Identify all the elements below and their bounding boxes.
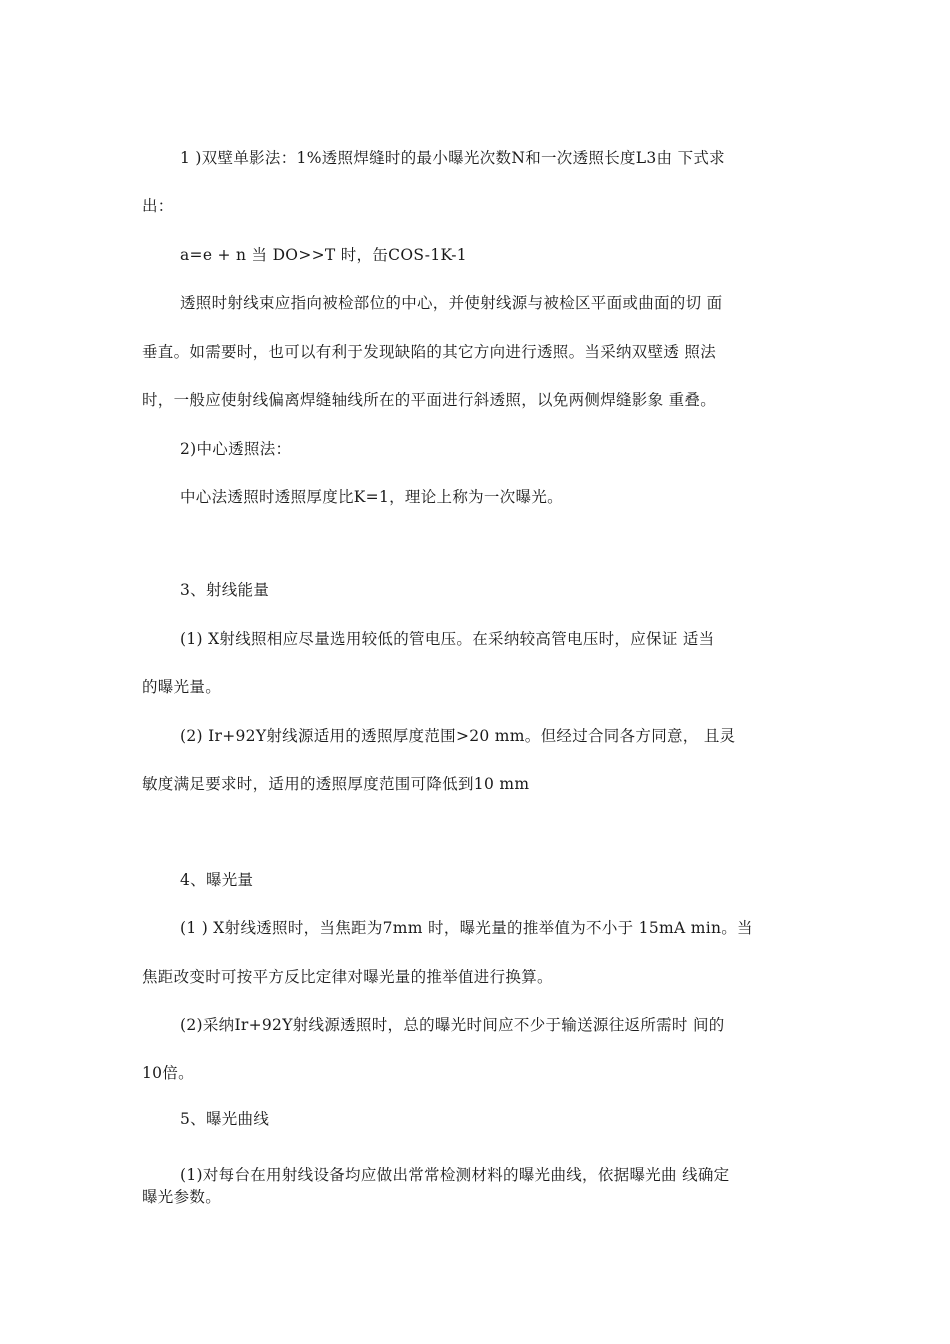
paragraph-exposure-curve-line1: (1)对每台在用射线设备均应做出常常检测材料的曝光曲线，依据曝光曲 线确定 xyxy=(180,1166,730,1184)
paragraph-ir-source-line1: (2) Ir+92Y射线源适用的透照厚度范围>20 mm。但经过合同各方同意， 且灵 xyxy=(180,727,736,745)
heading-center-exposure: 2)中心透照法： xyxy=(180,440,292,458)
heading-exposure-amount: 4、曝光量 xyxy=(180,871,254,889)
paragraph-ir-exposure-line2: 10倍。 xyxy=(142,1064,194,1082)
paragraph-xray-exposure-line2: 焦距改变时可按平方反比定律对曝光量的推举值进行换算。 xyxy=(142,968,553,986)
paragraph-exposure-curve-line2: 曝光参数。 xyxy=(142,1188,222,1206)
paragraph-beam-direction-line3: 时，一般应使射线偏离焊缝轴线所在的平面进行斜透照，以免两侧焊缝影象 重叠。 xyxy=(142,391,717,409)
heading-exposure-curve: 5、曝光曲线 xyxy=(180,1110,270,1128)
formula-line: a=e + n 当 DO>>T 时，缶COS-1K-1 xyxy=(180,246,467,264)
paragraph-beam-direction-line1: 透照时射线束应指向被检部位的中心，并使射线源与被检区平面或曲面的切 面 xyxy=(180,294,723,312)
paragraph-double-wall-single-image-line1: 1 )双壁单影法：1%透照焊缝时的最小曝光次数N和一次透照长度L3由 下式求 xyxy=(180,149,725,167)
heading-ray-energy: 3、射线能量 xyxy=(180,581,270,599)
paragraph-xray-voltage-line2: 的曝光量。 xyxy=(142,678,222,696)
paragraph-beam-direction-line2: 垂直。如需要时，也可以有利于发现缺陷的其它方向进行透照。当采纳双壁透 照法 xyxy=(142,343,717,361)
paragraph-center-exposure: 中心法透照时透照厚度比K=1，理论上称为一次曝光。 xyxy=(180,488,563,506)
paragraph-ir-source-line2: 敏度满足要求时，适用的透照厚度范围可降低到10 mm xyxy=(142,775,530,793)
paragraph-double-wall-single-image-line2: 出： xyxy=(142,197,174,215)
paragraph-xray-voltage-line1: (1) X射线照相应尽量选用较低的管电压。在采纳较高管电压时，应保证 适当 xyxy=(180,630,715,648)
paragraph-xray-exposure-line1: (1 ) X射线透照时，当焦距为7mm 时，曝光量的推举值为不小于 15mA min。当 xyxy=(180,919,753,937)
paragraph-ir-exposure-line1: (2)采纳Ir+92Y射线源透照时，总的曝光时间应不少于输送源往返所需时 间的 xyxy=(180,1016,725,1034)
